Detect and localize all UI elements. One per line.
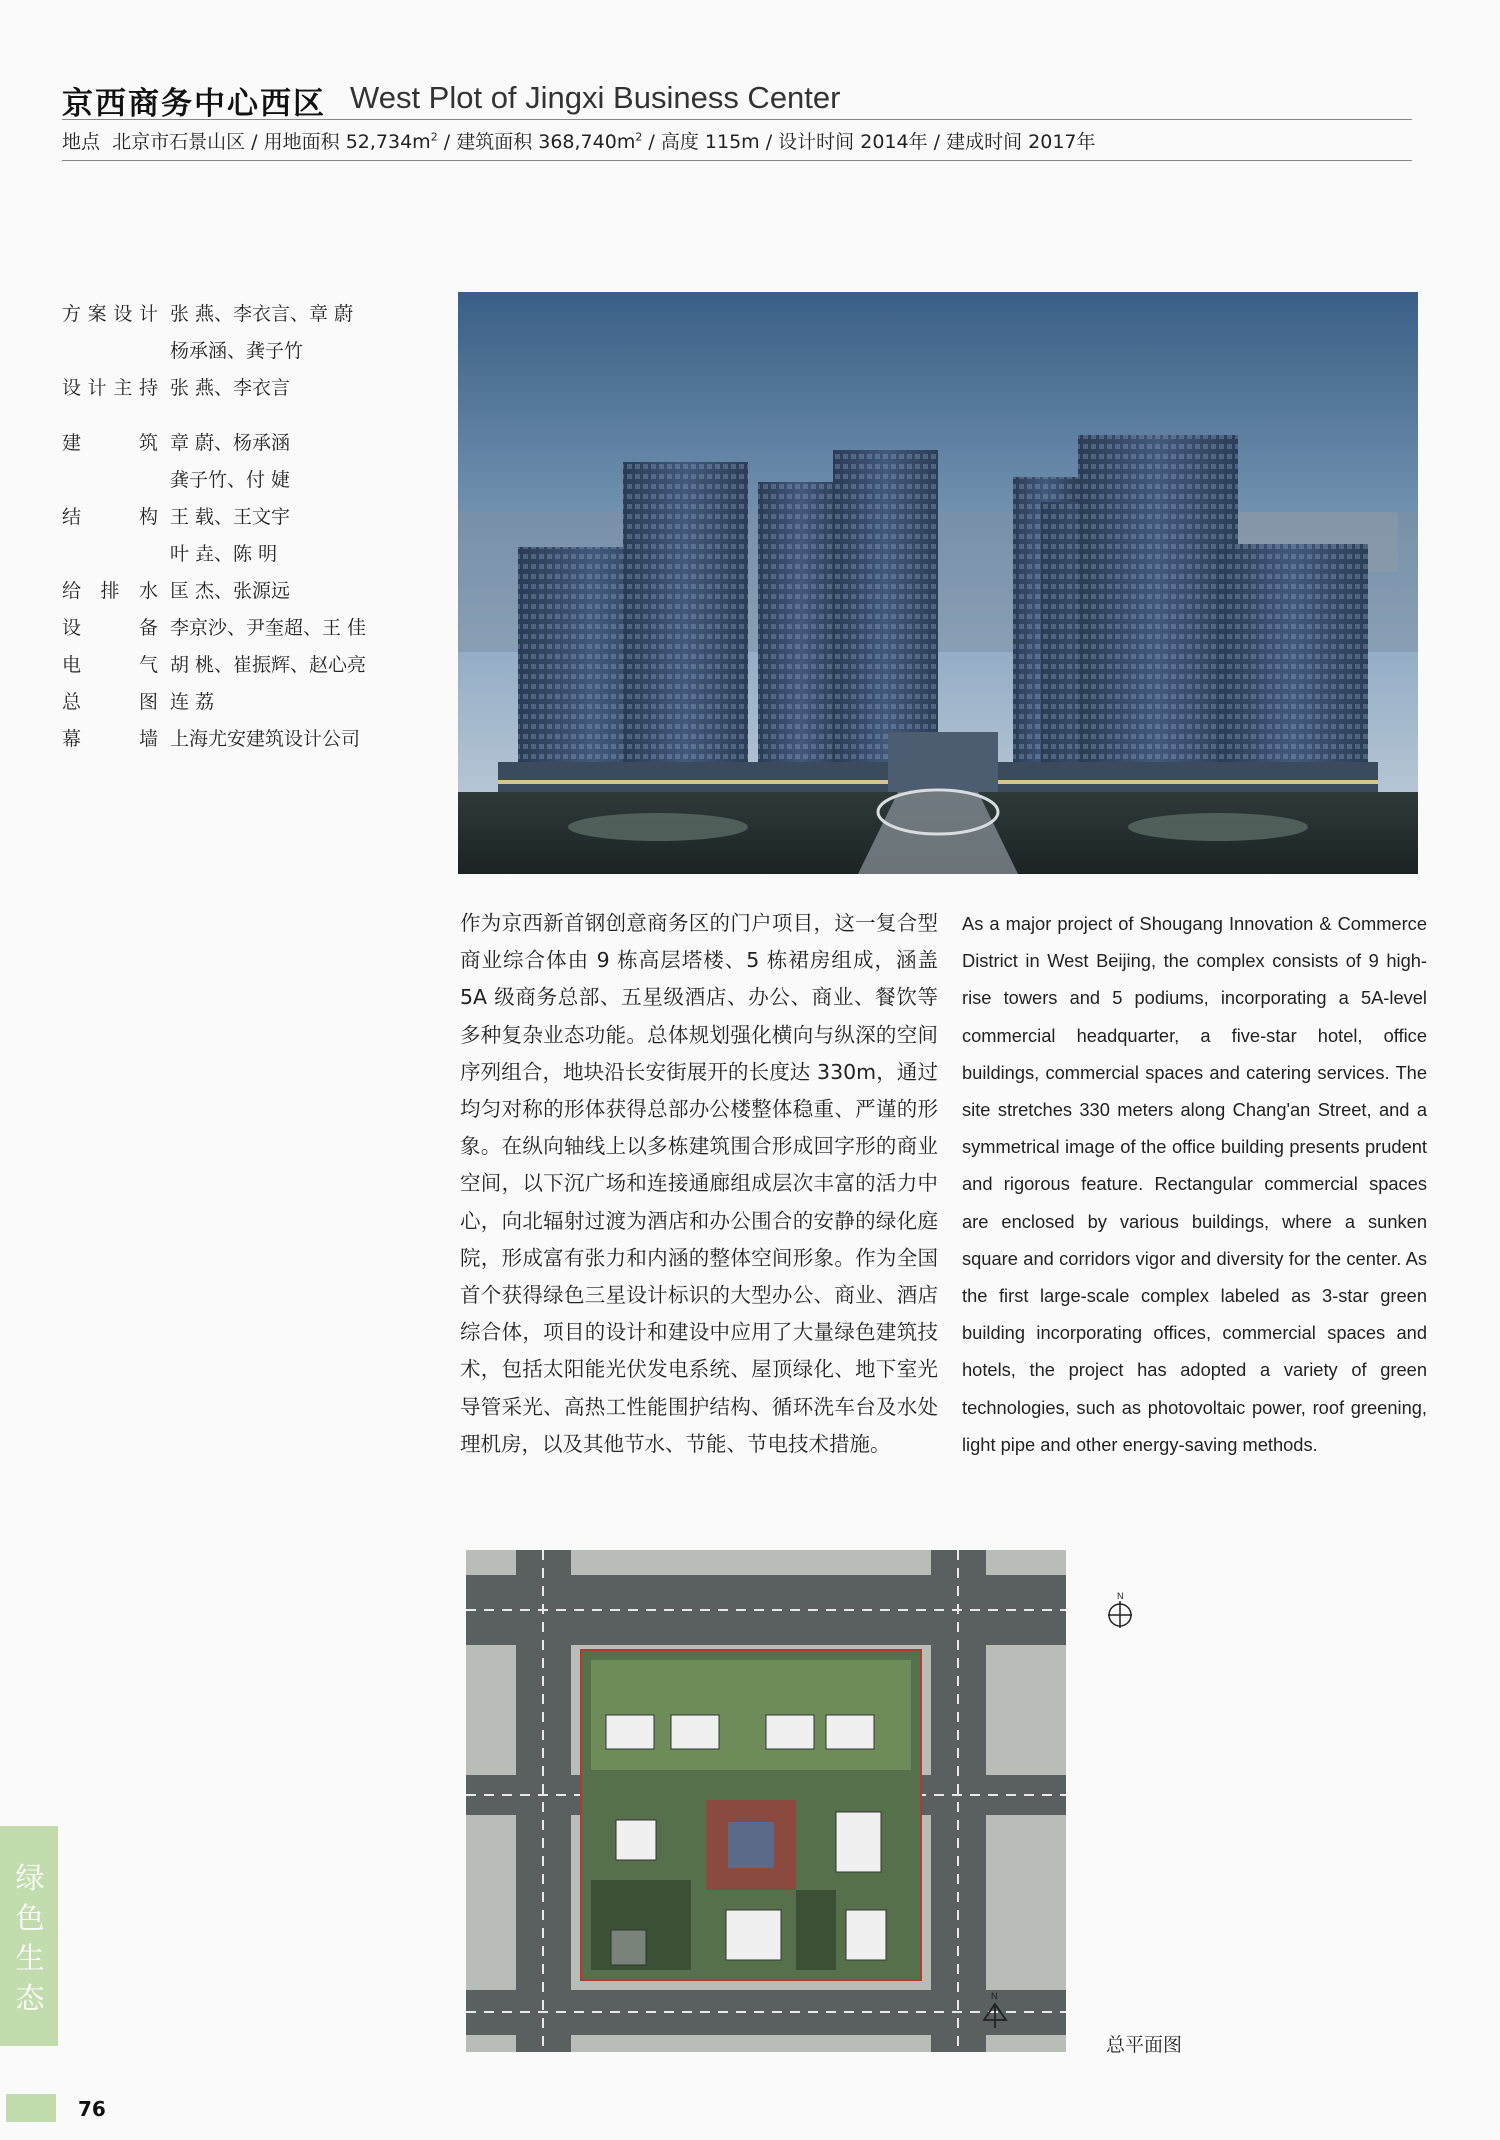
credit-label: [62, 333, 158, 370]
credit-label: 幕墙: [62, 728, 158, 750]
credit-row: [62, 462, 402, 499]
meta-sep: /: [443, 131, 451, 153]
credit-value: 连 荔: [170, 691, 215, 713]
north-arrow-icon: [1102, 1590, 1138, 1630]
credit-value: 胡 桃、崔振辉、赵心亮: [170, 654, 367, 676]
title-english: West Plot of Jingxi Business Center: [350, 80, 841, 115]
credit-row: [62, 647, 402, 684]
title-chinese: 京西商务中心西区: [62, 86, 326, 122]
credit-value: 张 燕、李衣言、章 蔚: [170, 303, 354, 325]
site-area-value: 52,734m: [345, 131, 431, 153]
credit-row: [62, 296, 402, 333]
location-value: 北京市石景山区: [112, 131, 246, 153]
credit-value: 王 载、王文宇: [170, 506, 291, 528]
body-text-english: As a major project of Shougang Innovation & Commerce District in West Beijing, the complex consists of 9 high-rise towers and 5 podiums, incorporating a 5A-level commercial headquarter, a five-star hotel, office buildings, commercial spaces and catering services. The site stretches 330 meters along Chang'an Street, and a symmetrical image of the office building presents prudent and rigorous feature. Rectangular commercial spaces are enclosed by various buildings, where a sunken square and corridors vigor and diversity for the center. As the first large-scale complex labeled as 3-star green building incorporating offices, commercial spaces and hotels, the project has adopted a variety of green technologies, such as photovoltaic power, roof greening, light pipe and other energy-saving methods.: [962, 913, 1427, 1455]
north-label: N: [1117, 1591, 1124, 1601]
credit-label: 电气: [62, 654, 158, 676]
credit-label: 方案设计: [62, 303, 158, 325]
credit-value: 龚子竹、付 婕: [170, 469, 291, 491]
credit-row: [62, 573, 402, 610]
credit-label: 设备: [62, 617, 158, 639]
design-time-value: 2014年: [860, 131, 928, 153]
credit-row: [62, 425, 402, 462]
building-area-label: 建筑面积: [456, 131, 533, 153]
credit-label: [62, 536, 158, 573]
section-tab-label: 绿色生态: [15, 1861, 45, 2015]
height-value: 115m: [704, 131, 760, 153]
journal-logo-icon: [6, 2094, 56, 2122]
project-meta: [62, 127, 1096, 154]
page-number: 76: [78, 2097, 106, 2121]
credit-value: 李京沙、尹奎超、王 佳: [170, 617, 367, 639]
height-label: 高度: [660, 131, 699, 153]
credit-row: [62, 684, 402, 721]
meta-sep: /: [933, 131, 941, 153]
north-label: N: [991, 1991, 998, 2001]
body-text-chinese: 作为京西新首钢创意商务区的门户项目，这一复合型商业综合体由 9 栋高层塔楼、5 栋裙房组成，涵盖 5A 级商务总部、五星级酒店、办公、商业、餐饮等多种复杂业态功能。总体规划强化横向与纵深的空间序列组合，地块沿长安街展开的长度达 330m，通过均匀对称的形体获得总部办公楼整体稳重、严谨的形象。在纵向轴线上以多栋建筑围合形成回字形的商业空间，以下沉广场和连接通廊组成层次丰富的活力中心，向北辐射过渡为酒店和办公围合的安静的绿化庭院，形成富有张力和内涵的整体空间形象。作为全国首个获得绿色三星设计标识的大型办公、商业、酒店综合体，项目的设计和建设中应用了大量绿色建筑技术，包括太阳能光伏发电系统、屋顶绿化、地下室光导管采光、高热工性能围护结构、循环洗车台及水处理机房，以及其他节水、节能、节电技术措施。: [460, 911, 938, 1456]
hero-photo: [458, 292, 1418, 874]
site-area-unit-exp: 2: [430, 130, 438, 144]
credit-value: 章 蔚、杨承涵: [170, 432, 291, 454]
credit-value: 张 燕、李衣言: [170, 377, 291, 399]
credit-label: 总图: [62, 691, 158, 713]
credit-row: [62, 370, 402, 407]
credit-label: 设计主持: [62, 377, 158, 399]
header-rule-bottom: [62, 160, 1412, 161]
north-arrow-icon: [978, 1990, 1012, 2030]
credit-row: [62, 610, 402, 647]
credit-row: [62, 721, 402, 758]
site-area-label: 用地面积: [263, 131, 340, 153]
meta-sep: /: [765, 131, 773, 153]
credit-label: [62, 462, 158, 499]
building-area-unit-exp: 2: [635, 130, 643, 144]
meta-sep: /: [251, 131, 258, 153]
credit-label: 给排水: [62, 580, 158, 602]
site-plan-image: [466, 1550, 1066, 2052]
credit-row: [62, 333, 402, 370]
location-label: 地点: [62, 131, 101, 153]
credit-label: 建筑: [62, 432, 158, 454]
credit-value: 匡 杰、张源远: [170, 580, 291, 602]
credit-label: 结构: [62, 506, 158, 528]
meta-sep: /: [648, 131, 655, 153]
credit-row: [62, 499, 402, 536]
credit-value: 叶 垚、陈 明: [170, 543, 278, 565]
building-area-value: 368,740m: [538, 131, 636, 153]
credit-value: 上海尤安建筑设计公司: [170, 728, 361, 750]
header-rule-top: [62, 119, 1412, 120]
credit-gap: [62, 407, 402, 425]
design-time-label: 设计时间: [778, 131, 855, 153]
credits-list: [62, 296, 402, 758]
credit-row: [62, 536, 402, 573]
completion-label: 建成时间: [946, 131, 1023, 153]
credit-value: 杨承涵、龚子竹: [170, 340, 304, 362]
completion-value: 2017年: [1028, 131, 1096, 153]
site-plan-caption: 总平面图: [1106, 2034, 1183, 2056]
